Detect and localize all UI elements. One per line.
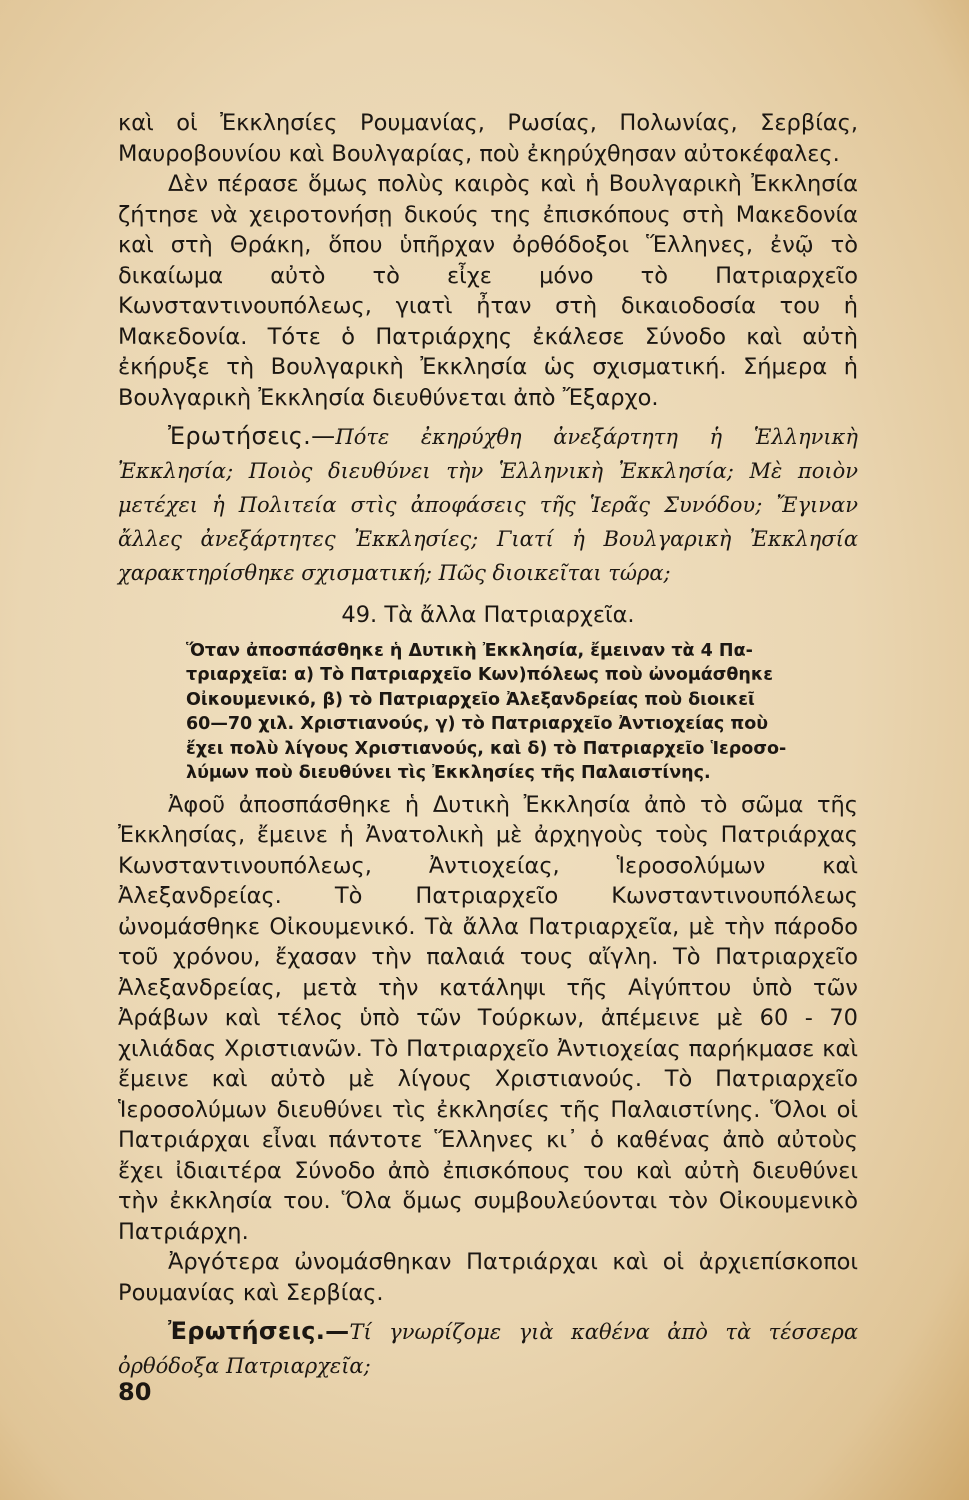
questions-1 <box>118 419 858 590</box>
page-number: 80 <box>118 1378 152 1406</box>
summary-line: τριαρχεῖα: α) Τὸ Πατριαρχεῖο Κων)πόλεως ποὺ ὠνομάσθηκε <box>186 665 774 685</box>
summary-line: Ὅταν ἀποσπάσθηκε ἡ Δυτικὴ Ἐκκλησία, ἔμειναν τὰ 4 Πα- <box>186 640 753 661</box>
summary-block <box>118 639 858 786</box>
paragraph-3: Ἀφοῦ ἀποσπάσθηκε ἡ Δυτικὴ Ἐκκλησία ἀπὸ τὸ σῶμα τῆς Ἐκκλησίας, ἔμεινε ἡ Ἀνατολικὴ μὲ ἀρχηγοὺς τοὺς Πατριάρχας Κωνσταντινουπόλεως, Ἀντιοχείας, Ἱεροσολύμων καὶ Ἀλεξανδρείας. Τὸ Πατριαρχεῖο Κωνσταντινουπόλεως ὠνομάσθηκε Οἰκουμενικό. Τὰ ἄλλα Πατριαρχεῖα, μὲ τὴν πάροδο τοῦ χρόνου, ἔχασαν τὴν παλαιά τους αἴγλη. Τὸ Πατριαρχεῖο Ἀλεξανδρείας, μετὰ τὴν κατάληψι τῆς Αἰγύπτου ὑπὸ τῶν Ἀράβων καὶ τέλος ὑπὸ τῶν Τούρκων, ἀπέμεινε μὲ 60 - 70 χιλιάδας Χριστιανῶν. Τὸ Πατριαρχεῖο Ἀντιοχείας παρήκμασε καὶ ἔμεινε καὶ αὐτὸ μὲ λίγους Χριστιανούς. Τὸ Πατριαρχεῖο Ἱεροσολύμων διευθύνει τὶς ἐκκλησίες τῆς Παλαιστίνης. Ὅλοι οἱ Πατριάρχαι εἶναι πάντοτε Ἕλληνες κι᾽ ὁ καθένας ἀπὸ αὐτοὺς ἔχει ἰδιαιτέρα Σύνοδο ἀπὸ ἐπισκόπους του καὶ αὐτὴ διευθύνει τὴν ἐκκλησία του. Ὅλα ὅμως συμβουλεύονται τὸν Οἰκουμενικὸ Πατριάρχη. <box>118 791 858 1245</box>
summary-line: Οἰκουμενικό, β) τὸ Πατριαρχεῖο Ἀλεξανδρείας ποὺ διοικεῖ <box>186 689 755 710</box>
summary-line: λύμων ποὺ διευθύνει τὶς Ἐκκλησίες τῆς Παλαιστίνης. <box>186 763 711 783</box>
questions-1-text: Πότε ἐκηρύχθη ἀνεξάρτητη ἡ Ἑλληνικὴ Ἐκκλησία; Ποιὸς διευθύνει τὴν Ἑλληνικὴ Ἐκκλησία; Μὲ ποιὸν μετέχει ἡ Πολιτεία στὶς ἀποφάσεις τῆς Ἱερᾶς Συνόδου; Ἔγιναν ἄλλες ἀνεξάρτητες Ἐκκλησίες; Γιατί ἡ Βουλγαρικὴ Ἐκκλησία χαρακτηρίσθηκε σχισματική; Πῶς διοικεῖται τώρα; <box>118 425 858 585</box>
questions-2 <box>118 1314 858 1383</box>
questions-2-label: Ἐρωτήσεις.— <box>168 1317 350 1345</box>
summary-line: ἔχει πολὺ λίγους Χριστιανούς, καὶ δ) τὸ Πατριαρχεῖο Ἱεροσο- <box>186 738 787 759</box>
questions-1-label: Ἐρωτήσεις.— <box>168 422 336 450</box>
section-title: 49. Τὰ ἄλλα Πατριαρχεῖα. <box>341 602 635 628</box>
paragraph-2: Δὲν πέρασε ὅμως πολὺς καιρὸς καὶ ἡ Βουλγαρικὴ Ἐκκλησία ζήτησε νὰ χειροτονήσῃ δικούς της ἐπισκόπους στὴ Μακεδονία καὶ στὴ Θράκη, ὅπου ὑπῆρχαν ὀρθόδοξοι Ἕλληνες, ἐνῷ τὸ δικαίωμα αὐτὸ τὸ εἶχε μόνο τὸ Πατριαρχεῖο Κωνσταντινουπόλεως, γιατὶ ἦταν στὴ δικαιοδοσία του ἡ Μακεδονία. Τότε ὁ Πατριάρχης ἐκάλεσε Σύνοδο καὶ αὐτὴ ἐκήρυξε τὴ Βουλγαρικὴ Ἐκκλησία ὡς σχισματική. Σήμερα ἡ Βουλγαρικὴ Ἐκκλησία διευθύνεται ἀπὸ Ἔξαρχο. <box>118 171 858 411</box>
questions-2-text: Τί γνωρίζομε γιὰ καθένα ἀπὸ τὰ τέσσερα ὀρθόδοξα Πατριαρχεῖα; <box>118 1320 858 1378</box>
paragraph-4: Ἀργότερα ὠνομάσθηκαν Πατριάρχαι καὶ οἱ ἀρχιεπίσκοποι Ρουμανίας καὶ Σερβίας. <box>118 1249 858 1306</box>
paragraph-1: καὶ οἱ Ἐκκλησίες Ρουμανίας, Ρωσίας, Πολωνίας, Σερβίας, Μαυροβουνίου καὶ Βουλγαρίας, ποὺ ἐκηρύχθησαν αὐτοκέφαλες. <box>118 110 858 167</box>
summary-line: 60—70 χιλ. Χριστιανούς, γ) τὸ Πατριαρχεῖο Ἀντιοχείας ποὺ <box>186 714 769 734</box>
text-body <box>118 108 858 1383</box>
